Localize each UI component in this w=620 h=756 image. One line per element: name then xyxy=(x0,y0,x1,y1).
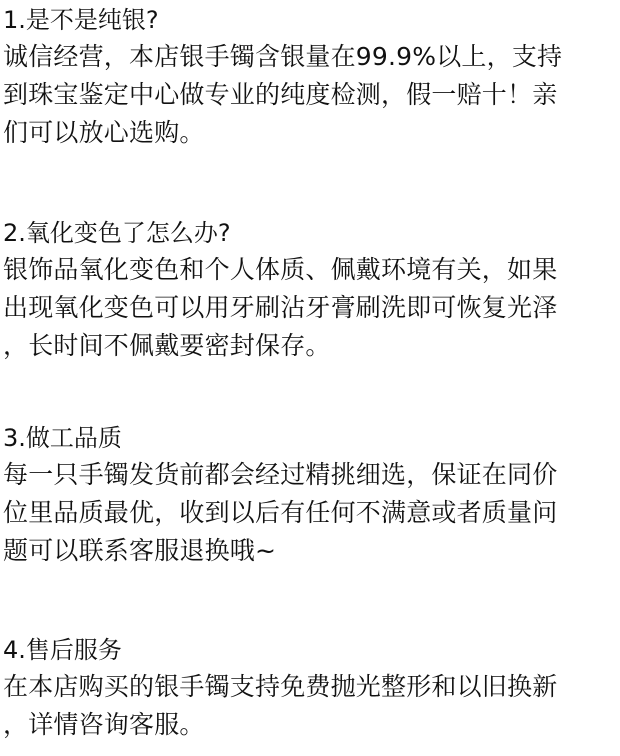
faq-answer-line: 出现氧化变色可以用牙刷沾牙膏刷洗即可恢复光泽 xyxy=(3,293,558,322)
faq-answer-line: ，详情咨询客服。 xyxy=(3,710,205,739)
faq-answer-line: 在本店购买的银手镯支持免费抛光整形和以旧换新 xyxy=(3,672,558,701)
faq-answer-line: 银饰品氧化变色和个人体质、佩戴环境有关，如果 xyxy=(3,255,558,284)
faq-question: 4.售后服务 xyxy=(3,636,122,664)
faq-answer xyxy=(3,38,615,152)
faq-answer xyxy=(3,668,615,744)
faq-item-oxidation xyxy=(3,215,615,365)
faq-item-after-sales xyxy=(3,632,615,744)
faq-answer-line: 每一只手镯发货前都会经过精挑细选，保证在同价 xyxy=(3,460,558,489)
faq-question: 1.是不是纯银? xyxy=(3,6,159,34)
faq-item-quality xyxy=(3,420,615,570)
faq-answer-line: 位里品质最优，收到以后有任何不满意或者质量问 xyxy=(3,498,558,527)
faq-item-purity xyxy=(3,2,615,152)
faq-answer-line: 们可以放心选购。 xyxy=(3,118,205,147)
faq-answer-line: 题可以联系客服退换哦~ xyxy=(3,536,277,565)
faq-answer-line: ，长时间不佩戴要密封保存。 xyxy=(3,331,331,360)
faq-answer xyxy=(3,456,615,570)
faq-answer-line: 到珠宝鉴定中心做专业的纯度检测，假一赔十！亲 xyxy=(3,80,558,109)
faq-question: 2.氧化变色了怎么办? xyxy=(3,219,231,247)
faq-answer xyxy=(3,251,615,365)
faq-answer-line: 诚信经营，本店银手镯含银量在99.9%以上，支持 xyxy=(3,42,563,71)
faq-question: 3.做工品质 xyxy=(3,424,122,452)
